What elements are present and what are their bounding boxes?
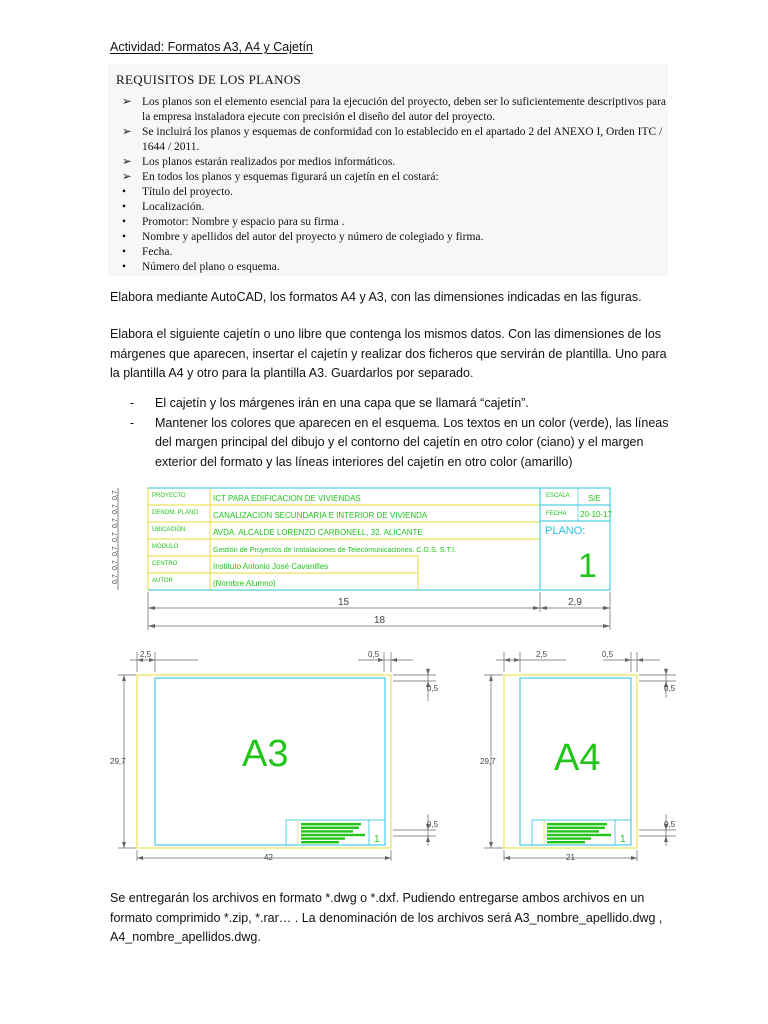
requirement-item xyxy=(120,245,668,260)
cajetin-row-label: UBICACIÓN xyxy=(152,527,186,533)
requirement-marker: • xyxy=(122,186,127,198)
cajetin-row-label: DENOM. PLANO xyxy=(152,510,199,516)
mini-cajetin-bar xyxy=(547,827,605,829)
a4-dim-width: 21 xyxy=(566,853,575,862)
a3-dim-right: 0,5 xyxy=(368,650,380,659)
requirement-marker: ➢ xyxy=(122,171,132,183)
cajetin-row-label: MÓDULO xyxy=(152,544,179,550)
cajetin-side-dims xyxy=(112,488,119,590)
requirement-text: Promotor: Nombre y espacio para su firma . xyxy=(142,216,345,228)
cajetin-side-dim: 0,7 xyxy=(112,546,119,556)
requirement-item xyxy=(120,200,668,215)
requirement-item xyxy=(120,155,668,170)
requirement-marker: • xyxy=(122,201,127,213)
a4-dim-right: 0,5 xyxy=(602,650,614,659)
requirement-item xyxy=(120,230,668,245)
a4-mini-number: 1 xyxy=(620,834,626,845)
requirement-item xyxy=(120,125,668,155)
cajetin-row-label: PROYECTO xyxy=(152,493,186,499)
a4-dim-bottom-right: 0,5 xyxy=(664,820,676,829)
requirement-marker: • xyxy=(122,216,127,228)
a3-dim-left: 2,5 xyxy=(140,650,152,659)
mini-cajetin-bar xyxy=(301,827,359,829)
paragraph-autocad: Elabora mediante AutoCAD, los formatos A4 y A3, con las dimensiones indicadas en las figuras. xyxy=(110,290,642,304)
a4-dim-height: 29,7 xyxy=(480,757,496,766)
cajetin-row-value: CANALIZACION SECUNDARIA E INTERIOR DE VIVIENDA xyxy=(213,511,428,520)
a3-dim-top-right: 0,5 xyxy=(427,684,439,693)
cajetin-plano-block xyxy=(540,488,610,590)
fecha-value: 20-10-17 xyxy=(580,510,613,519)
escala-value: S/E xyxy=(588,494,601,503)
instruction-list xyxy=(130,394,670,472)
cajetin-row-value: Instituto Antonio José Cavanilles xyxy=(213,562,329,571)
cajetin-row-value: Gestión de Proyectos de Instalaciones de Telecomunicaciones. C.G.S. S.T.I. xyxy=(213,545,457,554)
fecha-label: FECHA xyxy=(546,511,567,517)
requirement-marker: ➢ xyxy=(122,126,132,138)
mini-cajetin-bar xyxy=(301,841,339,843)
requirement-text: Fecha. xyxy=(142,246,173,258)
instruction-marker: - xyxy=(130,396,135,410)
requirement-item xyxy=(120,170,668,185)
cajetin-side-dim: 0,7 xyxy=(112,518,119,528)
instruction-text: El cajetín y los márgenes irán en una capa que se llamará “cajetín”. xyxy=(155,396,529,410)
a3-label: A3 xyxy=(242,733,289,775)
instruction-item xyxy=(130,414,670,473)
cajetin-side-dim: 0,7 xyxy=(112,532,119,542)
requirement-text: Título del proyecto. xyxy=(142,186,234,198)
cajetin-side-dim: 0,7 xyxy=(112,574,119,584)
activity-title: Actividad: Formatos A3, A4 y Cajetín xyxy=(110,40,313,54)
a3-mini-number: 1 xyxy=(374,834,380,845)
requirement-marker: • xyxy=(122,261,127,273)
mini-cajetin-bar xyxy=(301,823,361,825)
cajetin-side-dim: 0,7 xyxy=(112,560,119,570)
escala-label: ESCALA xyxy=(546,493,570,499)
mini-cajetin-bar xyxy=(547,837,591,839)
cajetin-drawing xyxy=(108,484,618,632)
dim-15: 15 xyxy=(338,597,350,608)
paragraph-cajetin: Elabora el siguiente cajetín o uno libre que contenga los mismos datos. Con las dimensiones de los márgenes que aparecen, insertar el cajetín y realizar dos ficheros que servirán de plantilla. Uno para la plantilla A4 y otro para la plantilla A3. Guardarlos por separado. xyxy=(110,327,667,380)
requirement-text: Número del plano o esquema. xyxy=(142,261,280,273)
requirement-item xyxy=(120,95,668,125)
requirement-marker: • xyxy=(122,246,127,258)
requirement-marker: ➢ xyxy=(122,96,132,108)
requirement-item xyxy=(120,215,668,230)
mini-cajetin-bar xyxy=(301,830,353,832)
requirement-item xyxy=(120,185,668,200)
plano-label: PLANO: xyxy=(545,525,586,537)
cajetin-side-dim: 0,7 xyxy=(112,490,119,500)
requirement-marker: • xyxy=(122,231,127,243)
requirement-item xyxy=(120,260,668,275)
mini-cajetin-bar xyxy=(547,841,585,843)
a4-dim-left: 2,5 xyxy=(536,650,548,659)
a4-mini-cajetin xyxy=(532,820,631,845)
a3-mini-cajetin xyxy=(286,820,385,845)
mini-cajetin-bar xyxy=(301,837,345,839)
a3-dim-width: 42 xyxy=(264,853,273,862)
mini-cajetin-bar xyxy=(301,834,365,836)
paragraph-delivery: Se entregarán los archivos en formato *.dwg o *.dxf. Pudiendo entregarse ambos archivos en un formato comprimido *.zip, *.rar… . La denominación de los archivos será A3_nombre_apellido.dwg , A4_nombre_apellidos.dwg. xyxy=(110,891,663,944)
a3-format-drawing xyxy=(108,646,448,866)
cajetin-dimensions xyxy=(148,592,610,630)
requirement-text: En todos los planos y esquemas figurará un cajetín en el costará: xyxy=(142,171,439,183)
a4-dim-top-right: 0,5 xyxy=(664,684,676,693)
requirement-text: Se incluirá los planos y esquemas de conformidad con lo establecido en el apartado 2 del ANEXO I, Orden ITC / 1644 / 2011. xyxy=(142,126,663,153)
cajetin-row-label: CENTRO xyxy=(152,561,178,567)
a4-format-drawing xyxy=(478,646,700,866)
plano-number: 1 xyxy=(578,547,597,585)
instruction-text: Mantener los colores que aparecen en el esquema. Los textos en un color (verde), las líneas del margen principal del dibujo y el contorno del cajetín en otro color (ciano) y el margen exterior del formato y las líneas interiores del cajetín en otro color (amarillo) xyxy=(155,415,669,469)
mini-cajetin-bar xyxy=(547,823,607,825)
cajetin-side-dim: 0,7 xyxy=(112,504,119,514)
requirement-text: Los planos estarán realizados por medios informáticos. xyxy=(142,156,396,168)
requirement-text: Los planos son el elemento esencial para la ejecución del proyecto, deben ser lo suficientemente descriptivos para la empresa instaladora ejecute con precisión el diseño del autor del proyecto. xyxy=(142,96,667,123)
a3-dim-height: 29,7 xyxy=(110,757,126,766)
requirements-image xyxy=(108,64,668,276)
instruction-marker: - xyxy=(130,415,135,430)
requirement-marker: ➢ xyxy=(122,156,132,168)
requirement-text: Localización. xyxy=(142,201,205,213)
mini-cajetin-bar xyxy=(547,830,599,832)
instruction-item xyxy=(130,394,670,414)
a3-dim-bottom-right: 0,5 xyxy=(427,820,439,829)
dim-2-9: 2,9 xyxy=(568,597,582,608)
a4-label: A4 xyxy=(554,737,601,779)
cajetin-row-value: AVDA. ALCALDE LORENZO CARBONELL, 32. ALICANTE xyxy=(213,528,423,537)
dim-18: 18 xyxy=(374,615,386,626)
requirements-heading: REQUISITOS DE LOS PLANOS xyxy=(116,72,302,87)
cajetin-row-value: ICT PARA EDIFICACION DE VIVIENDAS xyxy=(213,494,361,503)
requirement-text: Nombre y apellidos del autor del proyecto y número de colegiado y firma. xyxy=(142,231,484,243)
cajetin-row-label: AUTOR xyxy=(152,578,173,584)
cajetin-row-value: (Nombre Alumno) xyxy=(213,579,276,588)
mini-cajetin-bar xyxy=(547,834,611,836)
requirements-list xyxy=(120,95,668,275)
